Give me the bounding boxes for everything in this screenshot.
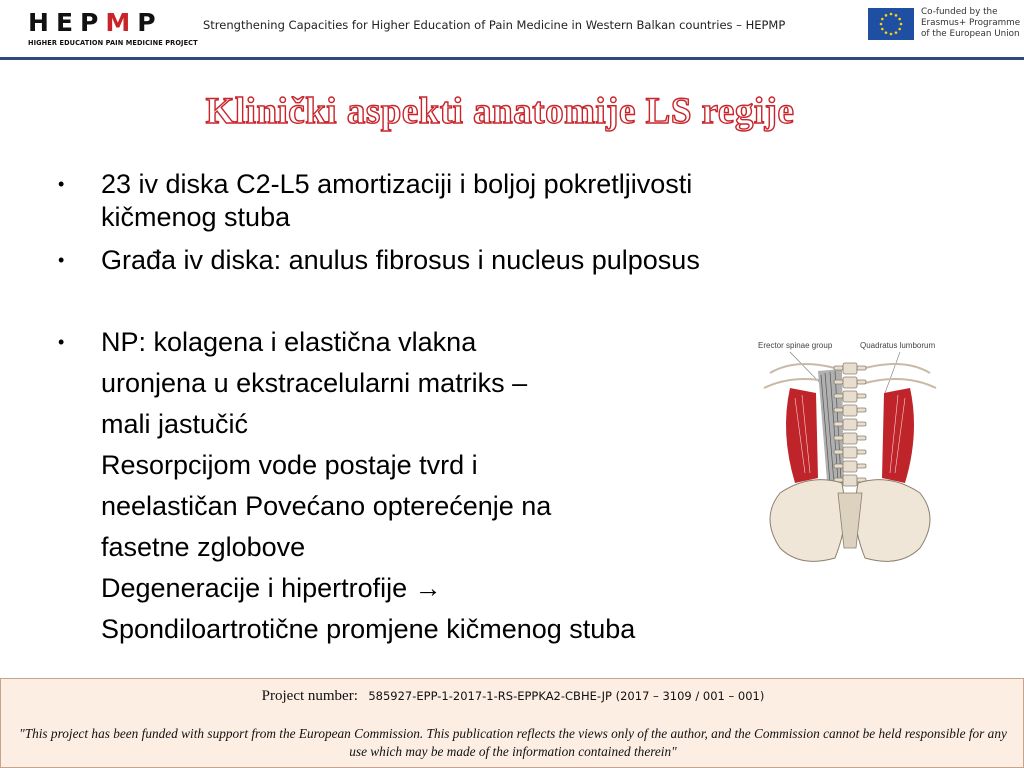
eu-star-icon — [898, 28, 901, 31]
eu-line-2: Erasmus+ Programme — [921, 18, 1021, 28]
bullet-3-line-7: Degeneracije i hipertrofije → — [101, 573, 442, 603]
transverse-process — [834, 464, 843, 468]
label-erector-spinae: Erector spinae group — [758, 341, 833, 350]
bullet-1-line-2: kičmenog stuba — [101, 202, 291, 232]
transverse-process — [834, 422, 843, 426]
pelvis-left — [770, 480, 846, 562]
eu-star-icon — [890, 33, 893, 36]
footer-box — [0, 678, 1024, 768]
ribs-right — [865, 364, 936, 388]
slide-title: Klinički aspekti anatomije LS regije — [205, 91, 795, 132]
transverse-process — [834, 408, 843, 412]
project-number-label: Project number: — [261, 688, 358, 704]
transverse-process — [834, 450, 843, 454]
bullet-3-line-8: Spondiloartrotične promjene kičmenog stuba — [101, 614, 636, 644]
transverse-process — [857, 380, 866, 384]
logo-letter: P — [137, 8, 163, 37]
logo-letter: H — [28, 8, 56, 37]
transverse-process — [834, 380, 843, 384]
vertebra — [843, 377, 857, 388]
bullet-text-3 — [101, 326, 635, 654]
project-number-value: 585927-EPP-1-2017-1-RS-EPPKA2-CBHE-JP (2017 – 3109 / 001 – 001) — [368, 689, 765, 703]
bullet-text-1 — [101, 168, 692, 242]
hepmp-logo — [28, 8, 198, 50]
project-number-line — [1, 687, 1024, 705]
transverse-process — [857, 394, 866, 398]
vertebra — [843, 419, 857, 430]
eu-star-icon — [881, 18, 884, 21]
header-divider — [0, 57, 1024, 60]
eu-star-icon — [890, 13, 893, 16]
transverse-process — [857, 422, 866, 426]
vertebra — [843, 363, 857, 374]
vertebra — [843, 461, 857, 472]
bullet-dot-icon: • — [58, 250, 65, 270]
lumbar-anatomy-illustration — [750, 333, 950, 573]
logo-letters — [28, 8, 163, 37]
bullet-3-line-2: uronjena u ekstracelularni matriks – — [101, 368, 528, 398]
logo-subtitle: HIGHER EDUCATION PAIN MEDICINE PROJECT — [28, 39, 198, 47]
bullet-dot-icon: • — [58, 174, 65, 194]
eu-cofunded-logo — [868, 6, 1020, 42]
eu-star-icon — [900, 23, 903, 26]
quadratus-lumborum-left — [786, 388, 818, 483]
vertebra — [843, 475, 857, 486]
label-quadratus-lumborum: Quadratus lumborum — [860, 341, 936, 350]
eu-star-icon — [880, 23, 883, 26]
eu-star-icon — [885, 31, 888, 34]
transverse-process — [857, 464, 866, 468]
bullet-3-line-5: neelastičan Povećano opterećenje na — [101, 491, 552, 521]
transverse-process — [834, 394, 843, 398]
transverse-process — [857, 450, 866, 454]
lumbar-spine — [834, 363, 866, 486]
bullet-dot-icon: • — [58, 332, 65, 352]
funding-disclaimer: "This project has been funded with support from the European Commission. This publication reflects the views only of the author, and the Commission cannot be held responsible for any use which may be made of the information contained therein" — [19, 726, 1007, 759]
vertebra — [843, 405, 857, 416]
vertebra — [843, 391, 857, 402]
logo-letter: M — [105, 8, 138, 37]
bullet-3-line-1: NP: kolagena i elastična vlakna — [101, 327, 477, 357]
bullet-3-line-4: Resorpcijom vode postaje tvrd i — [101, 450, 478, 480]
logo-letter: E — [55, 8, 81, 37]
eu-flag-icon — [868, 8, 914, 40]
eu-star-icon — [885, 14, 888, 17]
bullet-text-2: Građa iv diska: anulus fibrosus i nucleus pulposus — [101, 245, 700, 275]
logo-letter: P — [80, 8, 106, 37]
vertebra — [843, 433, 857, 444]
eu-line-1: Co-funded by the — [921, 7, 998, 17]
transverse-process — [834, 366, 843, 370]
vertebra — [843, 447, 857, 458]
bullet-1-line-1: 23 iv diska C2-L5 amortizaciji i boljoj pokretljivosti — [101, 169, 693, 199]
eu-star-icon — [895, 14, 898, 17]
transverse-process — [857, 366, 866, 370]
transverse-process — [834, 436, 843, 440]
eu-line-3: of the European Union — [921, 29, 1020, 39]
bullet-3-line-6: fasetne zglobove — [101, 532, 306, 562]
eu-star-icon — [898, 18, 901, 21]
leader-line-right — [885, 352, 900, 393]
header-title: Strengthening Capacities for Higher Education of Pain Medicine in Western Balkan countries – HEPMP — [203, 18, 786, 32]
header — [0, 0, 1024, 58]
eu-star-icon — [881, 28, 884, 31]
eu-cofunded-text — [921, 7, 1021, 40]
transverse-process — [857, 408, 866, 412]
eu-star-icon — [895, 31, 898, 34]
pelvis-right — [854, 480, 930, 562]
logo-wordmark — [28, 10, 188, 35]
bullet-3-line-3: mali jastučić — [101, 409, 249, 439]
quadratus-lumborum-right — [882, 388, 914, 483]
transverse-process — [857, 436, 866, 440]
